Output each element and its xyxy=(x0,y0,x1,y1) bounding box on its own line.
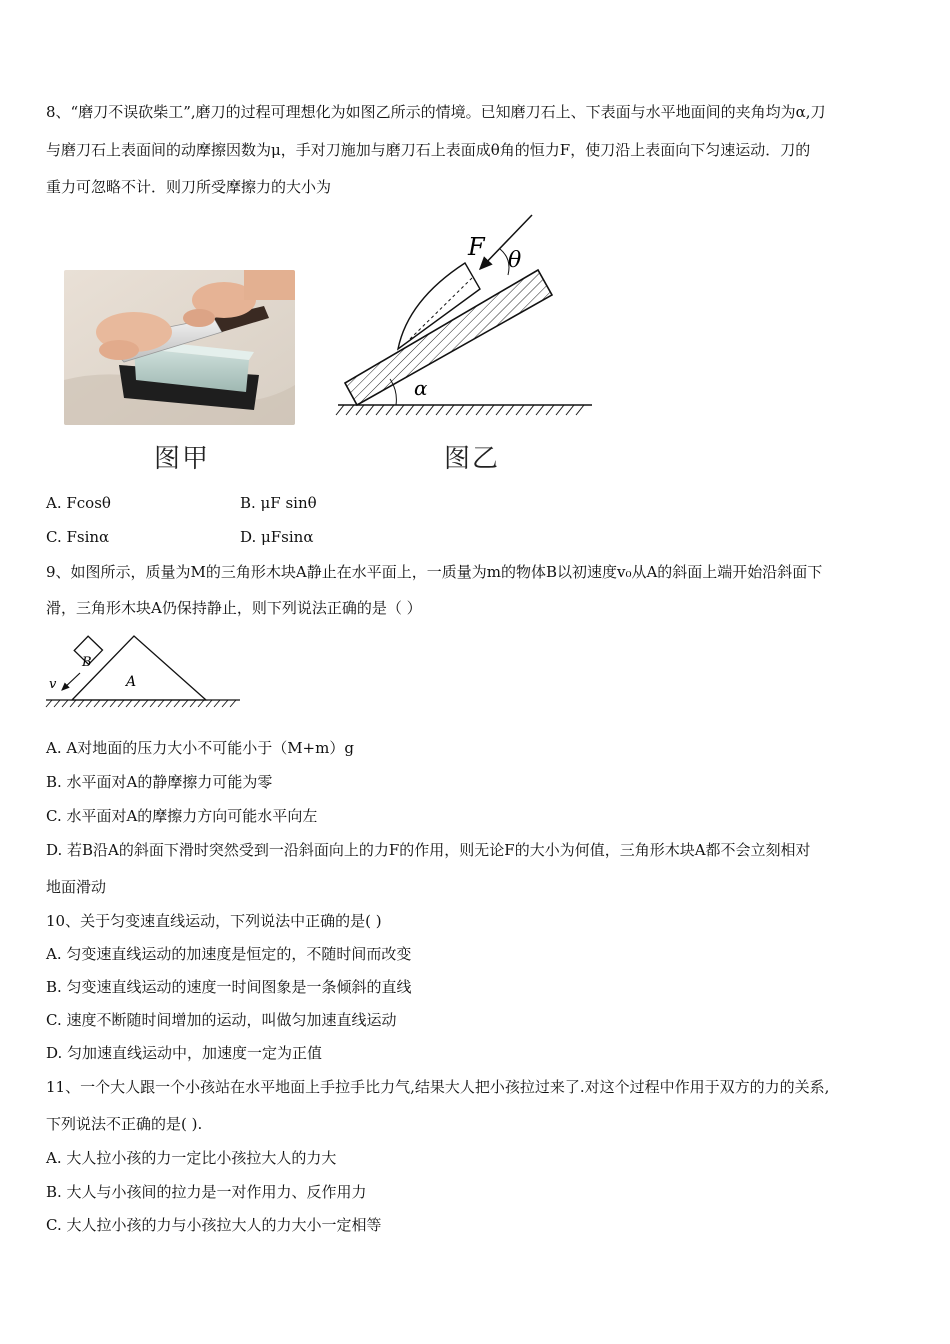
q9-option-a: A. A对地面的压力大小不可能小于（M+m）g xyxy=(46,739,354,757)
q10-option-a: A. 匀变速直线运动的加速度是恒定的，不随时间而改变 xyxy=(46,945,412,963)
q11-option-b: B. 大人与小孩间的拉力是一对作用力、反作用力 xyxy=(46,1183,367,1201)
q9-stem-line-2: 滑，三角形木块A仍保持静止，则下列说法正确的是（ ） xyxy=(46,599,422,617)
figure-b-caption: 图乙 xyxy=(444,444,501,474)
q8-option-c: C. Fsinα xyxy=(46,528,110,546)
force-arrow xyxy=(480,215,532,269)
q9-option-d-line-2: 地面滑动 xyxy=(46,878,107,896)
q11-option-c: C. 大人拉小孩的力与小孩拉大人的力大小一定相等 xyxy=(46,1216,382,1234)
ground-hatch xyxy=(46,700,236,707)
q10-stem: 10、关于匀变速直线运动，下列说法中正确的是( ) xyxy=(46,912,382,930)
q8-option-b: B. μF sinθ xyxy=(240,494,317,512)
alpha-label: α xyxy=(414,376,428,400)
figure-b-diagram xyxy=(330,205,600,425)
q11-stem-line-1: 11、一个大人跟一个小孩站在水平地面上手拉手比力气,结果大人把小孩拉过来了.对这个过程中作用于双方的力的关系, xyxy=(46,1078,830,1096)
q8-stem-line-1: 8、“磨刀不误砍柴工”,磨刀的过程可理想化为如图乙所示的情境。已知磨刀石上、下表面与水平地面间的夹角均为α,刀 xyxy=(46,103,826,121)
velocity-label: v xyxy=(49,677,57,692)
q9-option-d-line-1: D. 若B沿A的斜面下滑时突然受到一沿斜面向上的力F的作用，则无论F的大小为何值，三角形木块A都不会立刻相对 xyxy=(46,841,811,859)
q9-option-b: B. 水平面对A的静摩擦力可能为零 xyxy=(46,773,273,791)
ground-hatch xyxy=(336,405,584,415)
wedge-diagram xyxy=(44,628,244,713)
theta-label: θ xyxy=(508,248,522,273)
q9-option-c: C. 水平面对A的摩擦力方向可能水平向左 xyxy=(46,807,318,825)
q10-option-c: C. 速度不断随时间增加的运动，叫做匀加速直线运动 xyxy=(46,1011,397,1029)
q10-option-d: D. 匀加速直线运动中，加速度一定为正值 xyxy=(46,1044,323,1062)
q9-stem-line-1: 9、如图所示，质量为M的三角形木块A静止在水平面上，一质量为m的物体B以初速度v₀从A的斜面上端开始沿斜面下 xyxy=(46,563,823,581)
figure-a-caption: 图甲 xyxy=(154,444,211,474)
q8-option-d: D. μFsinα xyxy=(240,528,314,546)
q11-stem-line-2: 下列说法不正确的是( ). xyxy=(46,1115,203,1133)
velocity-arrow xyxy=(62,673,80,690)
q10-option-b: B. 匀变速直线运动的速度一时间图象是一条倾斜的直线 xyxy=(46,978,412,996)
knife-sharpening-photo xyxy=(64,270,295,425)
q8-stem-line-3: 重力可忽略不计．则刀所受摩擦力的大小为 xyxy=(46,178,332,196)
block-label: B xyxy=(82,655,92,670)
q8-option-a: A. Fcosθ xyxy=(46,494,111,512)
wedge-label: A xyxy=(126,674,137,690)
q8-stem-line-2: 与磨刀石上表面间的动摩擦因数为μ，手对刀施加与磨刀石上表面成θ角的恒力F，使刀沿上表面向下匀速运动．刀的 xyxy=(46,141,811,159)
q11-option-a: A. 大人拉小孩的力一定比小孩拉大人的力大 xyxy=(46,1149,337,1167)
force-label: F xyxy=(468,233,485,261)
